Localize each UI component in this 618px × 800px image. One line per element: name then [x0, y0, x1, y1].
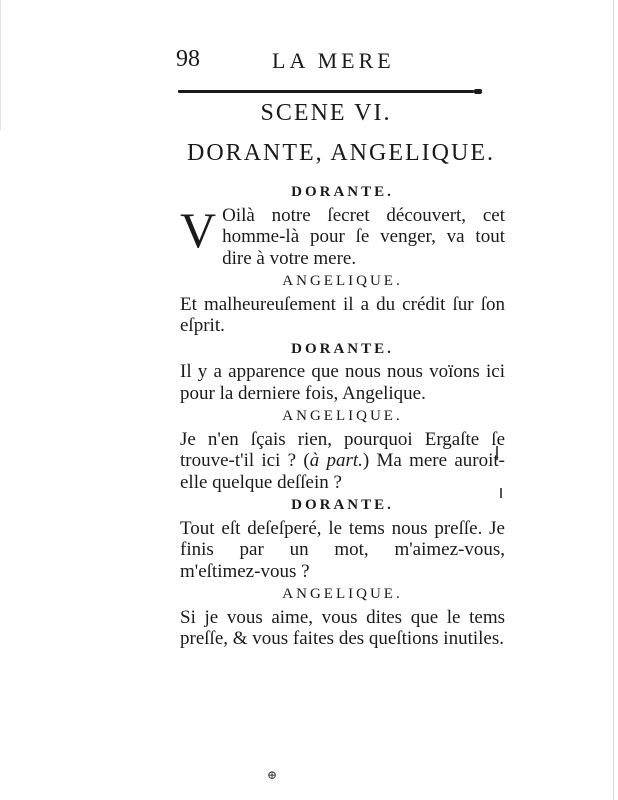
- stage-direction: à part.: [309, 450, 363, 471]
- speech-paragraph: Il y a apparence que nous nous voïons ici pour la derniere fois, Angelique.: [180, 361, 505, 404]
- scene-heading: SCENE VI.: [260, 100, 392, 126]
- dialogue-body: [180, 180, 505, 650]
- left-edge-mark: [0, 0, 1, 130]
- header-rule: [178, 90, 474, 93]
- speaker-name: DORANTE.: [291, 497, 394, 513]
- right-edge-line: [613, 0, 614, 800]
- speech-paragraph: Si je vous aime, vous dites que le tems preſſe, & vous faites des queſtions inutiles.: [180, 606, 505, 649]
- speaker-name: ANGELIQUE.: [282, 586, 403, 602]
- footer-ornament: ⊕: [267, 768, 278, 782]
- drop-cap: V: [180, 201, 217, 258]
- character-list: DORANTE, ANGELIQUE.: [187, 140, 495, 166]
- page-number: 98: [176, 46, 200, 72]
- speaker-name: ANGELIQUE.: [282, 273, 403, 289]
- running-title: LA MERE: [272, 48, 395, 73]
- speech-paragraph: Je n'en ſçais rien, pourquoi Ergaſte ſe trouve-t'il ici ? (à part.) Ma mere auroit-elle quelque deſſein ?: [180, 428, 505, 493]
- speaker-name: ANGELIQUE.: [282, 408, 403, 424]
- running-header: [176, 46, 476, 76]
- speech-paragraph: V Oilà notre ſecret découvert, cet homme-là pour ſe venger, va tout dire à votre mere.: [180, 201, 505, 269]
- speaker-name: DORANTE.: [291, 184, 394, 200]
- speech-paragraph: Tout eſt deſeſperé, le tems nous preſſe. Je finis par un mot, m'aimez-vous, m'eſtimez-vous ?: [180, 517, 505, 582]
- speech-paragraph: Et malheureuſement il a du crédit ſur ſon eſprit.: [180, 293, 505, 336]
- speaker-name: DORANTE.: [291, 340, 394, 357]
